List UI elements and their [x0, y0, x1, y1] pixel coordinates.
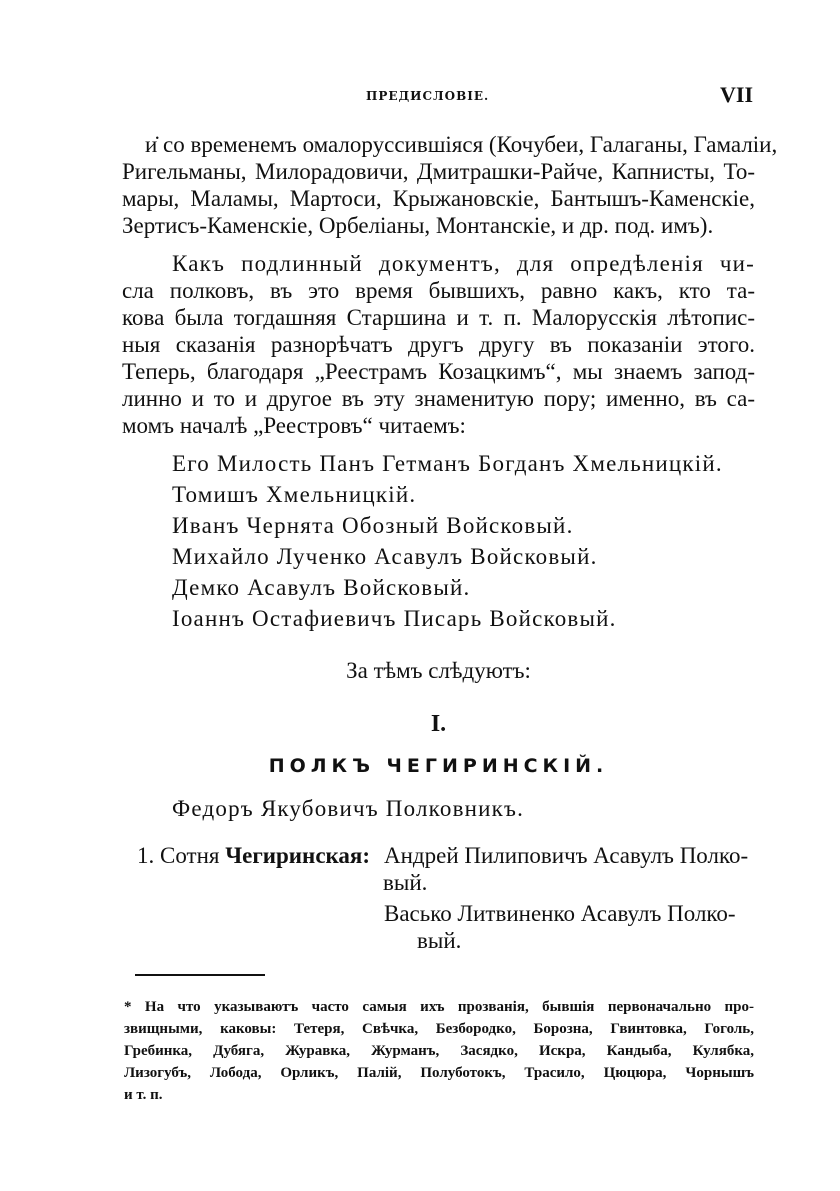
company-word: Сотня: [160, 843, 220, 868]
paragraph2-line: Теперь, благодаря „Реестрамъ Козацкимъ“, мы знаемъ запод-: [122, 359, 755, 384]
officer-entry: Іоаннъ Остафиевичъ Писарь Войсковый.: [172, 606, 617, 631]
officer-entry: Иванъ Чернята Обозный Войсковый.: [172, 513, 574, 538]
colonel-entry: Федоръ Якубовичъ Полковникъ.: [172, 796, 525, 821]
paragraph2-line: ныя сказанія разнорѣчатъ другъ другу въ показаніи этого.: [122, 332, 755, 357]
section-number: I.: [430, 711, 447, 737]
officer-entry: Томишъ Хмельницкій.: [172, 482, 417, 507]
officer-entry: Его Милость Панъ Гетманъ Богданъ Хмельницкій.: [172, 451, 723, 476]
footnote-line: * На что указываютъ часто самыя ихъ прозванія, бывшія первоначально про-: [124, 999, 754, 1015]
paragraph1-line: Зертисъ-Каменскіе, Орбеліаны, Монтанскіе, и др. под. имъ).: [122, 213, 714, 238]
footnote-line: и т. п.: [124, 1087, 163, 1103]
footnote-line: звищными, каковы: Тетеря, Свѣчка, Безбородко, Борозна, Гвинтовка, Гоголь,: [124, 1021, 754, 1037]
paragraph2-line: момъ началѣ „Реестровъ“ читаемъ:: [122, 413, 466, 438]
company-name: Чегиринская:: [225, 843, 371, 868]
paragraph2-line: сла полковъ, въ это время бывшихъ, равно какъ, кто та-: [122, 278, 755, 303]
footnote-line: Лизогубъ, Лобода, Орликъ, Палій, Полуботокъ, Трасило, Цюцюра, Чорнышъ: [124, 1065, 754, 1081]
paragraph1-line: мары, Маламы, Мартоси, Крыжановскіе, Бантышъ-Каменскіе,: [122, 186, 755, 211]
footnote-line: Гребинка, Дубяга, Журавка, Журманъ, Засядко, Искра, Кандыба, Кулябка,: [124, 1043, 754, 1059]
follows-heading: За тѣмъ слѣдуютъ:: [346, 658, 531, 683]
company-entry-line: вый.: [383, 870, 428, 895]
regiment-title: ПОЛКЪ ЧЕГИРИНСКІЙ.: [268, 755, 609, 777]
paragraph1-line: Ригельманы, Милорадовичи, Дмитрашки-Райче, Капнисты, То-: [122, 159, 755, 184]
running-header: ПРЕДИСЛОВІЕ.: [366, 89, 490, 103]
footnote-divider: [135, 974, 265, 976]
paragraph1-line: и̇ со временемъ омалоруссившіяся (Кочубеи, Галаганы, Гамаліи,: [145, 132, 778, 157]
paragraph2-line: кова была тогдашняя Старшина и т. п. Малорусскія лѣтопис-: [122, 305, 755, 330]
paragraph2-line: линно и то и другое въ эту знаменитую пору; именно, въ са-: [122, 386, 755, 411]
company-entry-line: Андрей Пилиповичъ Асавулъ Полко-: [384, 843, 749, 868]
page-number: VII: [720, 82, 754, 107]
officer-entry: Демко Асавулъ Войсковый.: [172, 575, 471, 600]
officer-entry: Михайло Лученко Асавулъ Войсковый.: [172, 544, 598, 569]
company-number: 1.: [137, 843, 155, 868]
company-label: [137, 842, 370, 870]
paragraph2-line: Какъ подлинный документъ, для опредѣленія чи-: [172, 251, 755, 276]
company-entry-line: Васько Литвиненко Асавулъ Полко-: [384, 901, 736, 926]
company-entry-line: вый.: [417, 928, 462, 953]
